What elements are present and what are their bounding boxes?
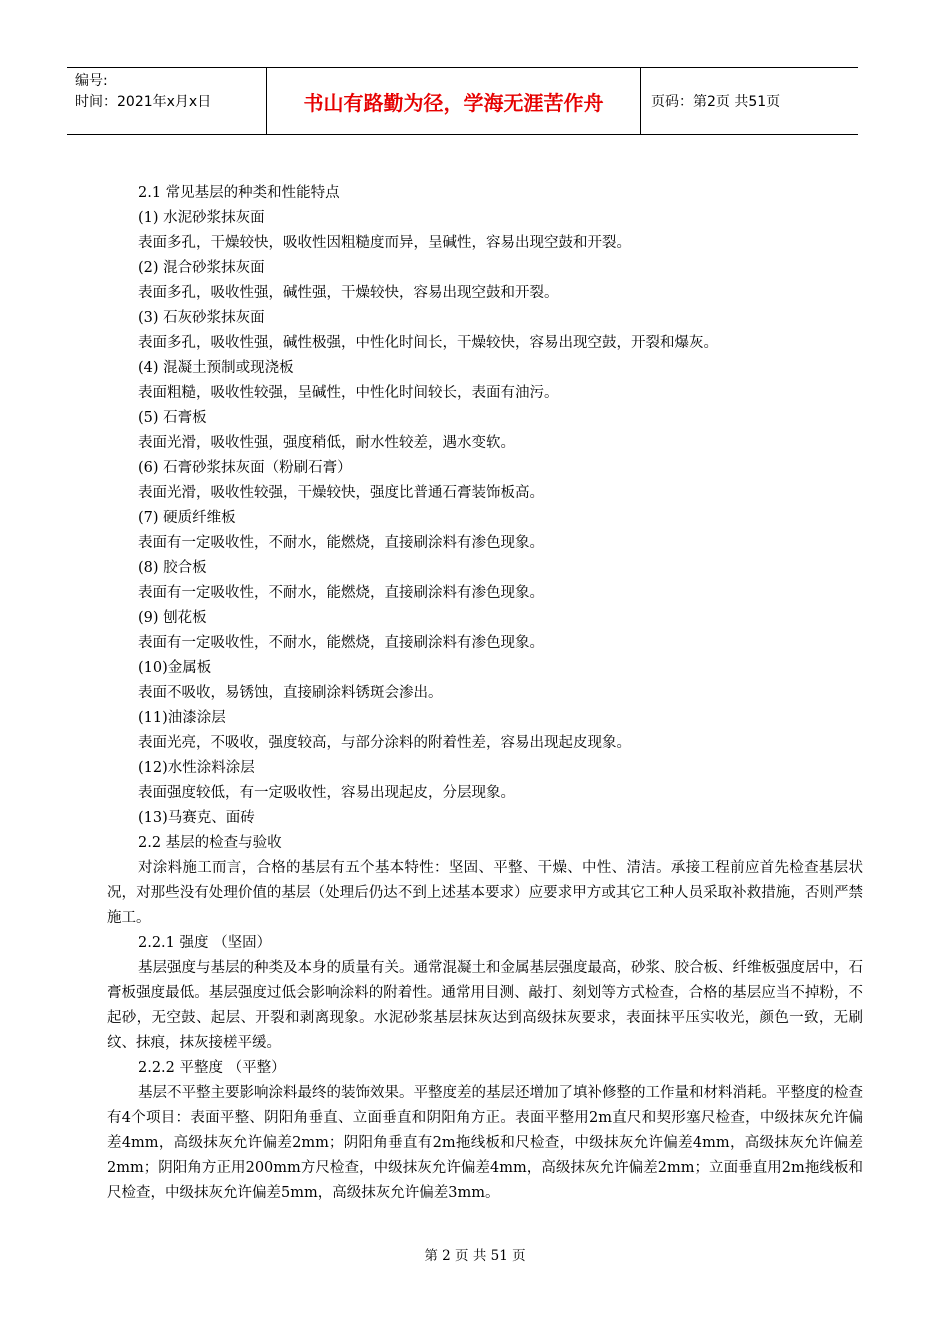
- subsection-heading: 2.2.2 平整度 （平整）: [138, 1060, 286, 1076]
- list-item-title: (4) 混凝土预制或现浇板: [138, 360, 294, 376]
- list-item-desc: 表面强度较低，有一定吸收性，容易出现起皮，分层现象。: [138, 785, 515, 801]
- list-item-title: (9) 刨花板: [138, 610, 207, 626]
- list-item-title: (1) 水泥砂浆抹灰面: [138, 210, 265, 226]
- list-item-title: (10)金属板: [138, 660, 212, 676]
- paragraph: 对涂料施工而言，合格的基层有五个基本特性：坚固、平整、干燥、中性、清洁。承接工程前应首先检查基层状况，对那些没有处理价值的基层（处理后仍达不到上述基本要求）应要求甲方或其它工种人员采取补救措施，否则严禁施工。: [107, 860, 863, 926]
- list-item-desc: 表面不吸收，易锈蚀，直接刷涂料锈斑会渗出。: [138, 685, 443, 701]
- paragraph: 基层强度与基层的种类及本身的质量有关。通常混凝土和金属基层强度最高，砂浆、胶合板、纤维板强度居中，石膏板强度最低。基层强度过低会影响涂料的附着性。通常用目测、敲打、刻划等方式检查，合格的基层应当不掉粉，不起砂，无空鼓、起层、开裂和剥离现象。水泥砂浆基层抹灰达到高级抹灰要求，表面抹平压实收光，颜色一致，无刷纹、抹痕，抹灰接槎平缓。: [107, 960, 863, 1051]
- paragraph: 基层不平整主要影响涂料最终的装饰效果。平整度差的基层还增加了填补修整的工作量和材料消耗。平整度的检查有4个项目：表面平整、阴阳角垂直、立面垂直和阴阳角方正。表面平整用2m直尺和契形塞尺检查，中级抹灰允许偏差4mm，高级抹灰允许偏差2mm；阴阳角垂直有2m拖线板和尺检查，中级抹灰允许偏差4mm，高级抹灰允许偏差2mm；阴阳角方正用200mm方尺检查，中级抹灰允许偏差4mm，高级抹灰允许偏差2mm；立面垂直用2m拖线板和尺检查，中级抹灰允许偏差5mm，高级抹灰允许偏差3mm。: [107, 1085, 863, 1201]
- list-item-desc: 表面多孔，吸收性强，碱性强，干燥较快，容易出现空鼓和开裂。: [138, 285, 559, 301]
- header-page-info: 页码：第2页 共51页: [651, 94, 781, 110]
- list-item-title: (5) 石膏板: [138, 410, 207, 426]
- list-item-desc: 表面光滑，吸收性较强，干燥较快，强度比普通石膏装饰板高。: [138, 485, 544, 501]
- header-meta: [67, 68, 267, 134]
- list-item-desc: 表面光滑，吸收性强，强度稍低，耐水性较差，遇水变软。: [138, 435, 515, 451]
- list-item-title: (3) 石灰砂浆抹灰面: [138, 310, 265, 326]
- document-number-label: 编号:: [75, 73, 108, 89]
- list-item-desc: 表面有一定吸收性，不耐水，能燃烧，直接刷涂料有渗色现象。: [138, 635, 544, 651]
- list-item-desc: 表面粗糙，吸收性较强，呈碱性，中性化时间较长，表面有油污。: [138, 385, 559, 401]
- list-item-desc: 表面有一定吸收性，不耐水，能燃烧，直接刷涂料有渗色现象。: [138, 585, 544, 601]
- subsection-heading: 2.2.1 强度 （坚固）: [138, 935, 272, 951]
- document-body: [107, 181, 863, 1206]
- list-item-title: (11)油漆涂层: [138, 710, 226, 726]
- list-item-desc: 表面多孔，干燥较快，吸收性因粗糙度而异，呈碱性，容易出现空鼓和开裂。: [138, 235, 631, 251]
- list-item-title: (2) 混合砂浆抹灰面: [138, 260, 265, 276]
- list-item-desc: 表面多孔，吸收性强，碱性极强，中性化时间长，干燥较快，容易出现空鼓，开裂和爆灰。: [138, 335, 718, 351]
- header-motto: 书山有路勤为径，学海无涯苦作舟: [267, 68, 641, 134]
- page-footer: 第 2 页 共 51 页: [424, 1248, 526, 1264]
- list-item-title: (13)马赛克、面砖: [138, 810, 255, 826]
- document-time-label: 时间：2021年x月x日: [75, 94, 212, 110]
- list-item-title: (8) 胶合板: [138, 560, 207, 576]
- page-header: [67, 67, 858, 135]
- list-item-title: (6) 石膏砂浆抹灰面（粉刷石膏）: [138, 460, 352, 476]
- list-item-title: (7) 硬质纤维板: [138, 510, 236, 526]
- list-item-desc: 表面有一定吸收性，不耐水，能燃烧，直接刷涂料有渗色现象。: [138, 535, 544, 551]
- section-heading: 2.1 常见基层的种类和性能特点: [138, 185, 340, 201]
- list-item-desc: 表面光亮，不吸收，强度较高，与部分涂料的附着性差，容易出现起皮现象。: [138, 735, 631, 751]
- section-heading: 2.2 基层的检查与验收: [138, 835, 282, 851]
- list-item-title: (12)水性涂料涂层: [138, 760, 255, 776]
